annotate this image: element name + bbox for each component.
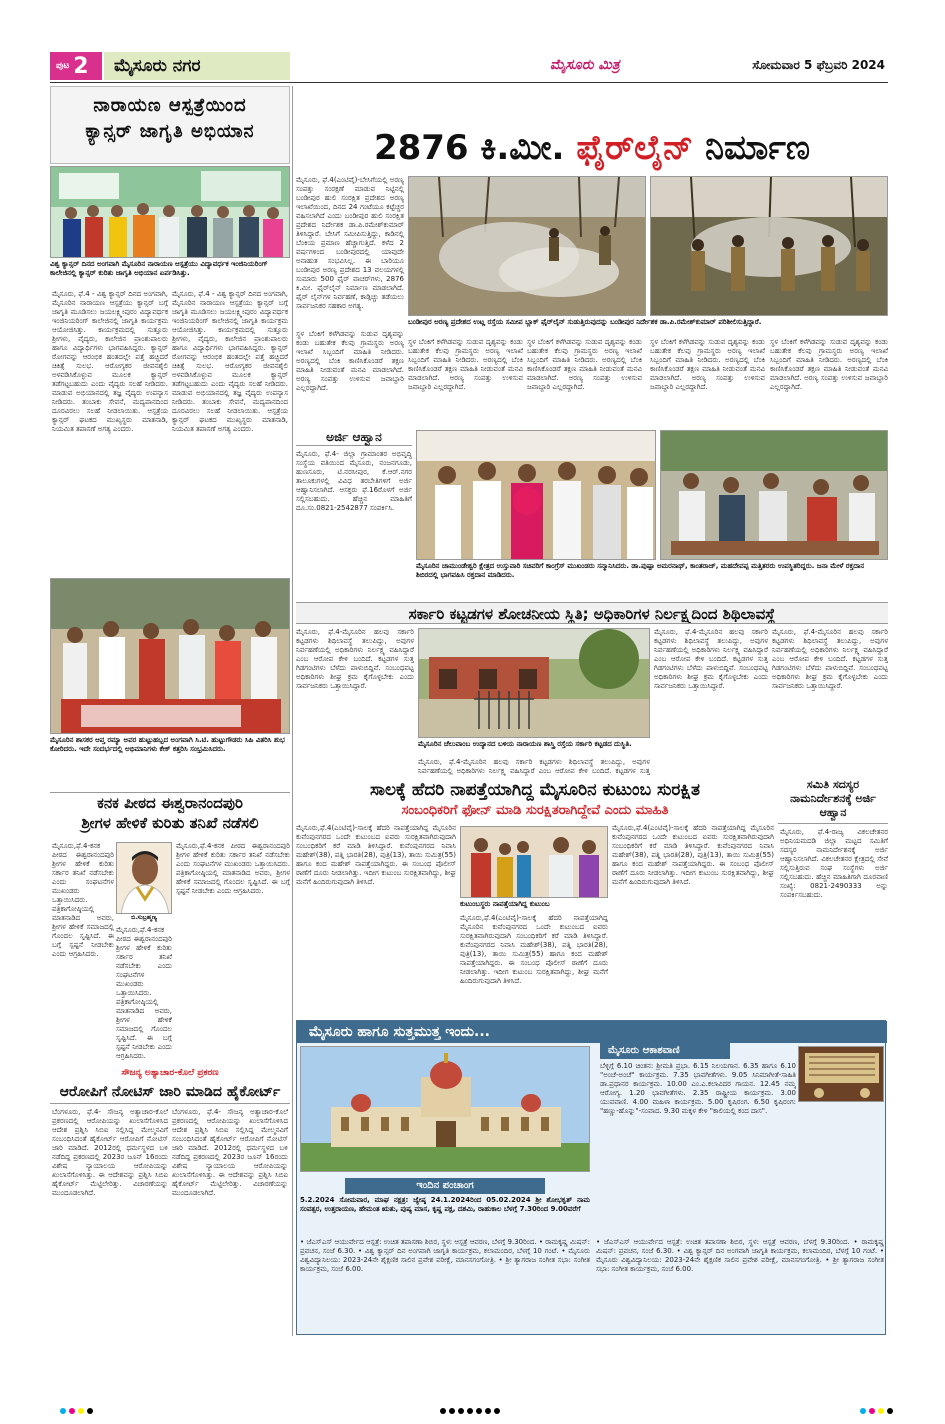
print-registration-dots-left <box>60 1408 93 1414</box>
palace-photo <box>300 1046 590 1172</box>
arji-headline: ಅರ್ಜಿ ಆಹ್ವಾನ <box>296 430 412 446</box>
fire-photo-caption: ಬಂಡೀಪುರ ಅರಣ್ಯ ಪ್ರದೇಶದ ಉಟ್ಲ ರಸ್ತೆಯ ಸಮೀಪ ಬ್ಲಾಕ್ ಫೈರ್‌ಲೈನ್ ಸುಡುತ್ತಿರುವುದನ್ನು ಬಂಡೀಪುರ ನಿರ್ದೇಶಕ ಡಾ.ಪಿ.ರಮೇಶ್‌ಕುಮಾರ್ ಪರಿಶೀಲಿಸುತ್ತಿದ್ದಾರೆ. <box>408 318 762 326</box>
cancer-headline-1: ನಾರಾಯಣ ಆಸ್ಪತ್ರೆಯಿಂದ <box>93 95 247 116</box>
family-headline: ಸಾಲಕ್ಕೆ ಹೆದರಿ ನಾಪತ್ತೆಯಾಗಿದ್ದ ಮೈಸೂರಿನ ಕುಟುಂಬ ಸುರಕ್ಷಿತ <box>369 780 701 800</box>
court-headline: ಆರೋಪಿಗೆ ನೋಟಿಸ್ ಜಾರಿ ಮಾಡಿದ ಹೈಕೋರ್ಟ್ <box>50 1082 290 1104</box>
page-label: ಪುಟ <box>56 61 70 71</box>
govt-photo-caption: ಮೈಸೂರಿನ ಚೆಲುವಾಂಬ ಉದ್ಯಾನದ ಬಳಿಯ ನಾರಾಯಣ ಶಾಸ್ತ್ರಿ ರಸ್ತೆಯ ಸರ್ಕಾರಿ ಕಟ್ಟಡದ ದುಸ್ಥಿತಿ. <box>418 740 632 748</box>
cancer-body-col1: ಮೈಸೂರು, ಫೆ.4 - ವಿಶ್ವ ಕ್ಯಾನ್ಸರ್ ದಿನದ ಅಂಗವಾಗಿ, ಮೈಸೂರಿನ ನಾರಾಯಣ ಆಸ್ಪತ್ರೆಯು ಕ್ಯಾನ್ಸರ್ ಬಗ್ಗೆ ಜಾಗೃತಿ ಮೂಡಿಸಲು ಜಯಲಕ್ಷ್ಮೀಪುರಂ ವಿದ್ಯಾವರ್ಧಕ ಇಂಜಿನಿಯರಿಂಗ್ ಕಾಲೇಜಿನಲ್ಲಿ ಜಾಗೃತಿ ಕಾರ್ಯಕ್ರಮ ಆಯೋಜಿಸಿತ್ತು. ಕಾರ್ಯಕ್ರಮದಲ್ಲಿ ಸುತ್ತೂರು ಶ್ರೀಗಳು, ವೈದ್ಯರು, ಕಾಲೇಜಿನ ಪ್ರಾಂಶುಪಾಲರು ಹಾಗೂ ವಿದ್ಯಾರ್ಥಿಗಳು ಭಾಗವಹಿಸಿದ್ದರು. ಕ್ಯಾನ್ಸರ್ ರೋಗವನ್ನು ಆರಂಭಿಕ ಹಂತದಲ್ಲೇ ಪತ್ತೆ ಹಚ್ಚಿದರೆ ಚಿಕಿತ್ಸೆ ಸುಲಭ. ಆರೋಗ್ಯಕರ ಜೀವನಶೈಲಿ ಅಳವಡಿಸಿಕೊಳ್ಳುವ ಮೂಲಕ ಕ್ಯಾನ್ಸರ್ ತಡೆಗಟ್ಟಬಹುದು ಎಂದು ವೈದ್ಯರು ಸಲಹೆ ನೀಡಿದರು. ಮಾಡುವ ಅಭಿಯಾನದಲ್ಲಿ ತಜ್ಞ ವೈದ್ಯರು ಉಪನ್ಯಾಸ ನೀಡಿದರು. ತಂಬಾಕು ಸೇವನೆ, ಮದ್ಯಪಾನದಿಂದ ದೂರವಿರಲು ಸಲಹೆ ನೀಡಲಾಯಿತು. ಆಸ್ಪತ್ರೆಯ ಕ್ಯಾನ್ಸರ್ ಘಟಕದ ಮುಖ್ಯಸ್ಥರು ಮಾತನಾಡಿ, ನಿಯಮಿತ ತಪಾಸಣೆ ಅಗತ್ಯ ಎಂದರು. <box>52 290 168 433</box>
print-registration-dots-center <box>440 1408 500 1414</box>
page-number: 2 <box>73 53 89 79</box>
family-body-col2: ಮೈಸೂರು,ಫೆ.4(ಎಂಟಿವೈ)-ಸಾಲಕ್ಕೆ ಹೆದರಿ ನಾಪತ್ತೆಯಾಗಿದ್ದ ಮೈಸೂರಿನ ಕುವೆಂಪುನಗರದ ಒಂದೇ ಕುಟುಂಬದ ಐವರು ಸುರಕ್ಷಿತವಾಗಿರುವುದಾಗಿ ಸಂಬಂಧಿಕರಿಗೆ ಕರೆ ಮಾಡಿ ತಿಳಿಸಿದ್ದಾರೆ. ಕುವೆಂಪುನಗರದ ನಿವಾಸಿ ಮಹೇಶ್(38), ಪತ್ನಿ ಭಾರತಿ(28), ಪುತ್ರಿ(13), ತಾಯಿ ಸುಮಿತ್ರ(55) ಹಾಗೂ ಕಂದ ಮಹೇಶ್ ನಾಪತ್ತೆಯಾಗಿದ್ದರು. ಈ ಸಂಬಂಧ ಪೊಲೀಸ್ ಠಾಣೆಗೆ ದೂರು ನೀಡಲಾಗಿತ್ತು. ಇದೀಗ ಕುಟುಂಬ ಸುರಕ್ಷಿತವಾಗಿದ್ದು, ಶೀಘ್ರ ಮನೆಗೆ ಹಿಂದಿರುಗುವುದಾಗಿ ತಿಳಿಸಿದೆ. <box>460 914 608 985</box>
congress-photo-2 <box>660 430 888 560</box>
govt-body-col1: ಮೈಸೂರು, ಫೆ.4-ಮೈಸೂರಿನ ಹಲವು ಸರ್ಕಾರಿ ಕಟ್ಟಡಗಳು ಶಿಥಿಲಾವಸ್ಥೆ ತಲುಪಿದ್ದು, ಅವುಗಳ ನಿರ್ವಹಣೆಯಲ್ಲಿ ಅಧಿಕಾರಿಗಳು ನಿರ್ಲಕ್ಷ್ಯ ವಹಿಸಿದ್ದಾರೆ ಎಂಬ ಆರೋಪ ಕೇಳಿ ಬಂದಿದೆ. ಕಟ್ಟಡಗಳ ಸುತ್ತ ಗಿಡಗಂಟಿಗಳು ಬೆಳೆದು ಪಾಳುಬಿದ್ದಿವೆ. ಸಂಬಂಧಪಟ್ಟ ಅಧಿಕಾರಿಗಳು ಶೀಘ್ರ ಕ್ರಮ ಕೈಗೊಳ್ಳಬೇಕು ಎಂದು ಸಾರ್ವಜನಿಕರು ಒತ್ತಾಯಿಸಿದ್ದಾರೆ. <box>296 628 414 690</box>
congress-caption: ಮೈಸೂರಿನ ಚಾಮುಂಡೇಶ್ವರಿ ಕ್ಷೇತ್ರದ ಉಸ್ತುವಾರಿ ಸಚಿವರಿಗೆ ಕಾಂಗ್ರೆಸ್ ಮುಖಂಡರು ಸನ್ಮಾನಿಸಿದರು. ಡಾ.ಪುಷ್ಪಾ ಅಮರನಾಥ್, ಕಾಂತರಾಜ್, ಮಹದೇವಪ್ಪ ಮತ್ತಿತರರು ಉಪಸ್ಥಿತರಿದ್ದರು. ಜನಾ ಮೇಳೆ ರಕ್ತದಾನ ಶಿಬಿರದಲ್ಲಿ ಭಾಗವಹಿಸಿ ರಕ್ತದಾನ ಮಾಡಿದರು. <box>416 562 865 579</box>
lead-body-col2: ಸ್ಥಳ ಬೆಂಕಿಗೆ ಕಳೆಗಿಡವನ್ನು ಸುಡುವ ದೃಶ್ಯವನ್ನು ಕಂಡು ಬಹುತೇಕ ಕೆಲವು ಗ್ರಾಮಸ್ಥರು ಅರಣ್ಯ ಇಲಾಖೆ ಸಿಬ್ಬಂದಿಗೆ ಮಾಹಿತಿ ನೀಡಿದರು. ಅರಣ್ಯದಲ್ಲಿ ಬೆಂಕಿ ಕಾಣಿಸಿಕೊಂಡರೆ ತಕ್ಷಣ ಮಾಹಿತಿ ನೀಡುವಂತೆ ಮನವಿ ಮಾಡಲಾಗಿದೆ. ಅರಣ್ಯ ಸಂಪತ್ತು ಉಳಿಸುವ ಜವಾಬ್ದಾರಿ ಎಲ್ಲರದ್ದಾಗಿದೆ. <box>408 338 523 391</box>
family-photo-caption: ಕುಟುಂಬಸ್ಥರು ನಾಪತ್ತೆಯಾಗಿದ್ದ ಕುಟುಂಬ <box>460 900 550 908</box>
lead-headline-num: 2876 ಕಿ.ಮೀ. <box>373 128 565 168</box>
congress-photo-1 <box>416 430 656 560</box>
court-kicker: ಸೌಜನ್ಯ ಅತ್ಯಾಚಾರ-ಕೊಲೆ ಪ್ರಕರಣ <box>121 1068 219 1078</box>
lead-body-col4: ಸ್ಥಳ ಬೆಂಕಿಗೆ ಕಳೆಗಿಡವನ್ನು ಸುಡುವ ದೃಶ್ಯವನ್ನು ಕಂಡು ಬಹುತೇಕ ಕೆಲವು ಗ್ರಾಮಸ್ಥರು ಅರಣ್ಯ ಇಲಾಖೆ ಸಿಬ್ಬಂದಿಗೆ ಮಾಹಿತಿ ನೀಡಿದರು. ಅರಣ್ಯದಲ್ಲಿ ಬೆಂಕಿ ಕಾಣಿಸಿಕೊಂಡರೆ ತಕ್ಷಣ ಮಾಹಿತಿ ನೀಡುವಂತೆ ಮನವಿ ಮಾಡಲಾಗಿದೆ. ಅರಣ್ಯ ಸಂಪತ್ತು ಉಳಿಸುವ ಜವಾಬ್ದಾರಿ ಎಲ್ಲರದ್ದಾಗಿದೆ. <box>650 338 765 391</box>
govt-headline: ಸರ್ಕಾರಿ ಕಟ್ಟಡಗಳ ಶೋಚನೀಯ ಸ್ಥಿತಿ; ಅಧಿಕಾರಿಗಳ ನಿರ್ಲಕ್ಷ್ಯದಿಂದ ಶಿಥಿಲಾವಸ್ಥೆ <box>296 602 888 624</box>
govt-body-col4: ಮೈಸೂರು, ಫೆ.4-ಮೈಸೂರಿನ ಹಲವು ಸರ್ಕಾರಿ ಕಟ್ಟಡಗಳು ಶಿಥಿಲಾವಸ್ಥೆ ತಲುಪಿದ್ದು, ಅವುಗಳ ನಿರ್ವಹಣೆಯಲ್ಲಿ ಅಧಿಕಾರಿಗಳು ನಿರ್ಲಕ್ಷ್ಯ ವಹಿಸಿದ್ದಾರೆ ಎಂಬ ಆರೋಪ ಕೇಳಿ ಬಂದಿದೆ. ಕಟ್ಟಡಗಳ ಸುತ್ತ ಗಿಡಗಂಟಿಗಳು ಬೆಳೆದು ಪಾಳುಬಿದ್ದಿವೆ. ಸಂಬಂಧಪಟ್ಟ ಅಧಿಕಾರಿಗಳು ಶೀಘ್ರ ಕ್ರಮ ಕೈಗೊಳ್ಳಬೇಕು ಎಂದು ಸಾರ್ವಜನಿಕರು ಒತ್ತಾಯಿಸಿದ್ದಾರೆ. <box>772 628 888 690</box>
cancer-caption: ವಿಶ್ವ ಕ್ಯಾನ್ಸರ್ ದಿನದ ಅಂಗವಾಗಿ ಮೈಸೂರಿನ ನಾರಾಯಣ ಆಸ್ಪತ್ರೆಯು ವಿದ್ಯಾವರ್ಧಕ ಇಂಜಿನಿಯರಿಂಗ್ ಕಾಲೇಜಿನಲ್ಲಿ ಕ್ಯಾನ್ಸರ್ ಕುರಿತು ಜಾಗೃತಿ ಅಭಿಯಾನ ಏರ್ಪಡಿಸಿತ್ತು. <box>50 260 268 277</box>
kanaka-headline-2: ಶ್ರೀಗಳ ಹೇಳಿಕೆ ಕುರಿತು ತನಿಖೆ ನಡೆಸಲಿ <box>81 814 259 832</box>
radio-body: ಬೆಳ್ಳಿಗ್ಗೆ 6.10 ಚಿಂತನ: ಶ್ರೀಮತಿ ಪ್ರಭಾ. 6.15 ನಿಲಯಗಾನ. 6.35 ಹಾಗೂ 6.10 "ಅಂಚೆ-ಅಂಚೆ" ಕಾರ್ಯಕ್ರಮ. 7.35 ಭಾವಗೀತೆಗಳು. 9.05 ಸಿನಿಮಾಗೀತೆ-ಸಾಹಿತಿ ಡಾ.ಪ್ರಧಾನರ ಕಾರ್ಯಕ್ರಮ. 10.00 ಎಂ.ಎ.ಕಲಾವಿದರ ಗಾಯನ. 12.45 ನಮ್ಮ ಆರೋಗ್ಯ. 1.20 ಭಾವಗೀತೆಗಳು. 2.35 ರಾಷ್ಟ್ರೀಯ ಕಾರ್ಯಕ್ರಮ. 3.00 ಯುವವಾಣಿ. 4.00 ಮಹಿಳಾ ಕಾರ್ಯಕ್ರಮ. 5.00 ಕೃಷಿರಂಗ. 6.50 ಕೃಷಿರಂಗ: "ಹಣ್ಣು-ಹೊನ್ನು"-ಸಂವಾದ. 9.30 ಮಕ್ಕಳ ಕೇಳಿ "ಕಾಲಿಯಲ್ಲಿ ಕಂದ ದಾಸ". <box>600 1062 796 1115</box>
family-photo <box>460 826 608 898</box>
panchanga-body: 5.2.2024 ಸೋಮವಾರ, ಮಾಘ ನಕ್ಷತ್ರ: ಜ್ಯೇಷ್ಠ 24.1.2024ರಿಂದ 05.02.2024 ಶ್ರೀ ಶೋಭಕೃತ್ ನಾಮ ಸಂವತ್ಸರ, ಉತ್ತರಾಯಣ, ಹೇಮಂತ ಋತು, ಪುಷ್ಯ ಮಾಸ, ಕೃಷ್ಣ ಪಕ್ಷ, ದಶಮಿ, ರಾಹುಕಾಲ ಬೆಳಗ್ಗೆ 7.30ರಿಂದ 9.00ವರೆಗೆ <box>300 1196 590 1213</box>
court-body-col1: ಬೆಂಗಳೂರು, ಫೆ.4- ಸೌಜನ್ಯ ಅತ್ಯಾಚಾರ-ಕೊಲೆ ಪ್ರಕರಣದಲ್ಲಿ ಆರೋಪಿಯನ್ನು ಖುಲಾಸೆಗೊಳಿಸಿದ ಆದೇಶ ಪ್ರಶ್ನಿಸಿ ಸಿಬಿಐ ಸಲ್ಲಿಸಿದ್ದ ಮೇಲ್ಮನವಿಗೆ ಸಂಬಂಧಿಸಿದಂತೆ ಹೈಕೋರ್ಟ್ ಆರೋಪಿಗೆ ನೋಟಿಸ್ ಜಾರಿ ಮಾಡಿದೆ. 2012ರಲ್ಲಿ ಧರ್ಮಸ್ಥಳದ ಬಳಿ ನಡೆದಿದ್ದ ಪ್ರಕರಣದಲ್ಲಿ 2023ರ ಜೂನ್ 16ರಂದು ವಿಶೇಷ ನ್ಯಾಯಾಲಯ ಆರೋಪಿಯನ್ನು ಖುಲಾಸೆಗೊಳಿಸಿತ್ತು. ಈ ಆದೇಶವನ್ನು ಪ್ರಶ್ನಿಸಿ ಸಿಬಿಐ ಹೈಕೋರ್ಟ್ ಮೆಟ್ಟಿಲೇರಿತ್ತು. ವಿಚಾರಣೆಯನ್ನು ಮುಂದೂಡಲಾಗಿದೆ. <box>52 1108 168 1197</box>
kanaka-body-col1: ಮೈಸೂರು,ಫೆ.4-ಕನಕ ಪೀಠದ ಈಶ್ವರಾನಂದಪುರಿ ಶ್ರೀಗಳ ಹೇಳಿಕೆ ಕುರಿತು ಸರ್ಕಾರ ತನಿಖೆ ನಡೆಸಬೇಕು ಎಂದು ಸಂಘಟನೆಗಳ ಮುಖಂಡರು ಒತ್ತಾಯಿಸಿದರು. ಪತ್ರಿಕಾಗೋಷ್ಠಿಯಲ್ಲಿ ಮಾತನಾಡಿದ ಅವರು, ಶ್ರೀಗಳ ಹೇಳಿಕೆ ಸಮಾಜದಲ್ಲಿ ಗೊಂದಲ ಸೃಷ್ಟಿಸಿದೆ. ಈ ಬಗ್ಗೆ ಸ್ಪಷ್ಟನೆ ನೀಡಬೇಕು ಎಂದು ಆಗ್ರಹಿಸಿದರು. <box>52 842 114 958</box>
fire-photo-2 <box>650 176 888 316</box>
cancer-photo-art <box>51 167 290 258</box>
birthday-caption: ಮೈಸೂರಿನ ಶಾಸಕರ ಆಪ್ತ ರಮ್ಯಾ ಅವರ ಹುಟ್ಟುಹಬ್ಬದ ಅಂಗವಾಗಿ ಸಿ.ಟಿ. ಹುಟ್ಟುಗೌಡರು ಸಿಹಿ ವಿತರಿಸಿ ಶುಭ ಕೋರಿದರು. ಇದೇ ಸಂದರ್ಭದಲ್ಲಿ ಅಭಿಮಾನಿಗಳು ಕೇಕ್ ಕತ್ತರಿಸಿ ಸಂಭ್ರಮಿಸಿದರು. <box>50 736 285 753</box>
lead-body-col1b: ಸ್ಥಳ ಬೆಂಕಿಗೆ ಕಳೆಗಿಡವನ್ನು ಸುಡುವ ದೃಶ್ಯವನ್ನು ಕಂಡು ಬಹುತೇಕ ಕೆಲವು ಗ್ರಾಮಸ್ಥರು ಅರಣ್ಯ ಇಲಾಖೆ ಸಿಬ್ಬಂದಿಗೆ ಮಾಹಿತಿ ನೀಡಿದರು. ಅರಣ್ಯದಲ್ಲಿ ಬೆಂಕಿ ಕಾಣಿಸಿಕೊಂಡರೆ ತಕ್ಷಣ ಮಾಹಿತಿ ನೀಡುವಂತೆ ಮನವಿ ಮಾಡಲಾಗಿದೆ. ಅರಣ್ಯ ಸಂಪತ್ತು ಉಳಿಸುವ ಜವಾಬ್ದಾರಿ ಎಲ್ಲರದ್ದಾಗಿದೆ. <box>296 330 404 392</box>
print-registration-dots-right <box>860 1408 893 1414</box>
family-body-col1: ಮೈಸೂರು,ಫೆ.4(ಎಂಟಿವೈ)-ಸಾಲಕ್ಕೆ ಹೆದರಿ ನಾಪತ್ತೆಯಾಗಿದ್ದ ಮೈಸೂರಿನ ಕುವೆಂಪುನಗರದ ಒಂದೇ ಕುಟುಂಬದ ಐವರು ಸುರಕ್ಷಿತವಾಗಿರುವುದಾಗಿ ಸಂಬಂಧಿಕರಿಗೆ ಕರೆ ಮಾಡಿ ತಿಳಿಸಿದ್ದಾರೆ. ಕುವೆಂಪುನಗರದ ನಿವಾಸಿ ಮಹೇಶ್(38), ಪತ್ನಿ ಭಾರತಿ(28), ಪುತ್ರಿ(13), ತಾಯಿ ಸುಮಿತ್ರ(55) ಹಾಗೂ ಕಂದ ಮಹೇಶ್ ನಾಪತ್ತೆಯಾಗಿದ್ದರು. ಈ ಸಂಬಂಧ ಪೊಲೀಸ್ ಠಾಣೆಗೆ ದೂರು ನೀಡಲಾಗಿತ್ತು. ಇದೀಗ ಕುಟುಂಬ ಸುರಕ್ಷಿತವಾಗಿದ್ದು, ಶೀಘ್ರ ಮನೆಗೆ ಹಿಂದಿರುಗುವುದಾಗಿ ತಿಳಿಸಿದೆ. <box>296 824 456 886</box>
kanaka-portrait <box>116 842 172 914</box>
lead-headline-red: ಫೈರ್‌ಲೈನ್ <box>576 128 694 168</box>
paper-name: ಮೈಸೂರು ಮಿತ್ರ <box>550 57 620 73</box>
cancer-body-col2: ಮೈಸೂರು, ಫೆ.4 - ವಿಶ್ವ ಕ್ಯಾನ್ಸರ್ ದಿನದ ಅಂಗವಾಗಿ, ಮೈಸೂರಿನ ನಾರಾಯಣ ಆಸ್ಪತ್ರೆಯು ಕ್ಯಾನ್ಸರ್ ಬಗ್ಗೆ ಜಾಗೃತಿ ಮೂಡಿಸಲು ಜಯಲಕ್ಷ್ಮೀಪುರಂ ವಿದ್ಯಾವರ್ಧಕ ಇಂಜಿನಿಯರಿಂಗ್ ಕಾಲೇಜಿನಲ್ಲಿ ಜಾಗೃತಿ ಕಾರ್ಯಕ್ರಮ ಆಯೋಜಿಸಿತ್ತು. ಕಾರ್ಯಕ್ರಮದಲ್ಲಿ ಸುತ್ತೂರು ಶ್ರೀಗಳು, ವೈದ್ಯರು, ಕಾಲೇಜಿನ ಪ್ರಾಂಶುಪಾಲರು ಹಾಗೂ ವಿದ್ಯಾರ್ಥಿಗಳು ಭಾಗವಹಿಸಿದ್ದರು. ಕ್ಯಾನ್ಸರ್ ರೋಗವನ್ನು ಆರಂಭಿಕ ಹಂತದಲ್ಲೇ ಪತ್ತೆ ಹಚ್ಚಿದರೆ ಚಿಕಿತ್ಸೆ ಸುಲಭ. ಆರೋಗ್ಯಕರ ಜೀವನಶೈಲಿ ಅಳವಡಿಸಿಕೊಳ್ಳುವ ಮೂಲಕ ಕ್ಯಾನ್ಸರ್ ತಡೆಗಟ್ಟಬಹುದು ಎಂದು ವೈದ್ಯರು ಸಲಹೆ ನೀಡಿದರು. ಮಾಡುವ ಅಭಿಯಾನದಲ್ಲಿ ತಜ್ಞ ವೈದ್ಯರು ಉಪನ್ಯಾಸ ನೀಡಿದರು. ತಂಬಾಕು ಸೇವನೆ, ಮದ್ಯಪಾನದಿಂದ ದೂರವಿರಲು ಸಲಹೆ ನೀಡಲಾಯಿತು. ಆಸ್ಪತ್ರೆಯ ಕ್ಯಾನ್ಸರ್ ಘಟಕದ ಮುಖ್ಯಸ್ಥರು ಮಾತನಾಡಿ, ನಿಯಮಿತ ತಪಾಸಣೆ ಅಗತ್ಯ ಎಂದರು. <box>172 290 288 433</box>
family-subhead: ಸಂಬಂಧಿಕರಿಗೆ ಫೋನ್ ಮಾಡಿ ಸುರಕ್ಷಿತರಾಗಿದ್ದೇವೆ ಎಂದು ಮಾಹಿತಿ <box>401 803 669 818</box>
govt-body-col3: ಮೈಸೂರು, ಫೆ.4-ಮೈಸೂರಿನ ಹಲವು ಸರ್ಕಾರಿ ಕಟ್ಟಡಗಳು ಶಿಥಿಲಾವಸ್ಥೆ ತಲುಪಿದ್ದು, ಅವುಗಳ ನಿರ್ವಹಣೆಯಲ್ಲಿ ಅಧಿಕಾರಿಗಳು ನಿರ್ಲಕ್ಷ್ಯ ವಹಿಸಿದ್ದಾರೆ ಎಂಬ ಆರೋಪ ಕೇಳಿ ಬಂದಿದೆ. ಕಟ್ಟಡಗಳ ಸುತ್ತ ಗಿಡಗಂಟಿಗಳು ಬೆಳೆದು ಪಾಳುಬಿದ್ದಿವೆ. ಸಂಬಂಧಪಟ್ಟ ಅಧಿಕಾರಿಗಳು ಶೀಘ್ರ ಕ್ರಮ ಕೈಗೊಳ್ಳಬೇಕು ಎಂದು ಸಾರ್ವಜನಿಕರು ಒತ್ತಾಯಿಸಿದ್ದಾರೆ. <box>654 628 768 690</box>
govt-body-col2: ಮೈಸೂರು, ಫೆ.4-ಮೈಸೂರಿನ ಹಲವು ಸರ್ಕಾರಿ ಕಟ್ಟಡಗಳು ಶಿಥಿಲಾವಸ್ಥೆ ತಲುಪಿದ್ದು, ಅವುಗಳ ನಿರ್ವಹಣೆಯಲ್ಲಿ ಅಧಿಕಾರಿಗಳು ನಿರ್ಲಕ್ಷ್ಯ ವಹಿಸಿದ್ದಾರೆ ಎಂಬ ಆರೋಪ ಕೇಳಿ ಬಂದಿದೆ. ಕಟ್ಟಡಗಳ ಸುತ್ತ <box>418 758 650 775</box>
family-photo-art <box>461 827 608 898</box>
person-portrait-icon <box>117 843 172 914</box>
court-body-col2: ಬೆಂಗಳೂರು, ಫೆ.4- ಸೌಜನ್ಯ ಅತ್ಯಾಚಾರ-ಕೊಲೆ ಪ್ರಕರಣದಲ್ಲಿ ಆರೋಪಿಯನ್ನು ಖುಲಾಸೆಗೊಳಿಸಿದ ಆದೇಶ ಪ್ರಶ್ನಿಸಿ ಸಿಬಿಐ ಸಲ್ಲಿಸಿದ್ದ ಮೇಲ್ಮನವಿಗೆ ಸಂಬಂಧಿಸಿದಂತೆ ಹೈಕೋರ್ಟ್ ಆರೋಪಿಗೆ ನೋಟಿಸ್ ಜಾರಿ ಮಾಡಿದೆ. 2012ರಲ್ಲಿ ಧರ್ಮಸ್ಥಳದ ಬಳಿ ನಡೆದಿದ್ದ ಪ್ರಕರಣದಲ್ಲಿ 2023ರ ಜೂನ್ 16ರಂದು ವಿಶೇಷ ನ್ಯಾಯಾಲಯ ಆರೋಪಿಯನ್ನು ಖುಲಾಸೆಗೊಳಿಸಿತ್ತು. ಈ ಆದೇಶವನ್ನು ಪ್ರಶ್ನಿಸಿ ಸಿಬಿಐ ಹೈಕೋರ್ಟ್ ಮೆಟ್ಟಿಲೇರಿತ್ತು. ವಿಚಾರಣೆಯನ್ನು ಮುಂದೂಡಲಾಗಿದೆ. <box>172 1108 288 1197</box>
lead-body-col3: ಸ್ಥಳ ಬೆಂಕಿಗೆ ಕಳೆಗಿಡವನ್ನು ಸುಡುವ ದೃಶ್ಯವನ್ನು ಕಂಡು ಬಹುತೇಕ ಕೆಲವು ಗ್ರಾಮಸ್ಥರು ಅರಣ್ಯ ಇಲಾಖೆ ಸಿಬ್ಬಂದಿಗೆ ಮಾಹಿತಿ ನೀಡಿದರು. ಅರಣ್ಯದಲ್ಲಿ ಬೆಂಕಿ ಕಾಣಿಸಿಕೊಂಡರೆ ತಕ್ಷಣ ಮಾಹಿತಿ ನೀಡುವಂತೆ ಮನವಿ ಮಾಡಲಾಗಿದೆ. ಅರಣ್ಯ ಸಂಪತ್ತು ಉಳಿಸುವ ಜವಾಬ್ದಾರಿ ಎಲ್ಲರದ್ದಾಗಿದೆ. <box>527 338 642 391</box>
arji-body: ಮೈಸೂರು, ಫೆ.4- ಜಿಲ್ಲಾ ಗ್ರಾಮಾಂತರ ಅಭಿವೃದ್ಧಿ ಸಂಸ್ಥೆಯ ವತಿಯಿಂದ ಮೈಸೂರು, ನಂಜನಗೂಡು, ಹುಣಸೂರು, ಟಿ.ನರಸೀಪುರ, ಕೆ.ಆರ್.ನಗರ ತಾಲೂಕುಗಳಲ್ಲಿ ವಿವಿಧ ತರಬೇತಿಗಳಿಗೆ ಅರ್ಜಿ ಆಹ್ವಾನಿಸಲಾಗಿದೆ. ಆಸಕ್ತರು ಫೆ.16ರೊಳಗೆ ಅರ್ಜಿ ಸಲ್ಲಿಸಬಹುದು. ಹೆಚ್ಚಿನ ಮಾಹಿತಿಗೆ ದೂ.ಸಂ.0821-2542877 ಸಂಪರ್ಕಿಸಿ. <box>296 450 412 512</box>
masthead-bar <box>290 50 945 80</box>
radio-icon <box>799 1047 884 1102</box>
kanaka-body-col2: ಮೈಸೂರು,ಫೆ.4-ಕನಕ ಪೀಠದ ಈಶ್ವರಾನಂದಪುರಿ ಶ್ರೀಗಳ ಹೇಳಿಕೆ ಕುರಿತು ಸರ್ಕಾರ ತನಿಖೆ ನಡೆಸಬೇಕು ಎಂದು ಸಂಘಟನೆಗಳ ಮುಖಂಡರು ಒತ್ತಾಯಿಸಿದರು. ಪತ್ರಿಕಾಗೋಷ್ಠಿಯಲ್ಲಿ ಮಾತನಾಡಿದ ಅವರು, ಶ್ರೀಗಳ ಹೇಳಿಕೆ ಸಮಾಜದಲ್ಲಿ ಗೊಂದಲ ಸೃಷ್ಟಿಸಿದೆ. ಈ ಬಗ್ಗೆ ಸ್ಪಷ್ಟನೆ ನೀಡಬೇಕು ಎಂದು ಆಗ್ರಹಿಸಿದರು. <box>116 926 172 1060</box>
panchanga-title: ಇಂದಿನ ಪಂಚಾಂಗ <box>345 1178 545 1194</box>
samiti-headline: ಸಮಿತಿ ಸದಸ್ಯರ ನಾಮನಿರ್ದೇಶನಕ್ಕೆ ಅರ್ಜಿ ಆಹ್ವಾನ <box>778 778 888 824</box>
congress-photo-2-art <box>661 431 888 560</box>
family-body-col3: ಮೈಸೂರು,ಫೆ.4(ಎಂಟಿವೈ)-ಸಾಲಕ್ಕೆ ಹೆದರಿ ನಾಪತ್ತೆಯಾಗಿದ್ದ ಮೈಸೂರಿನ ಕುವೆಂಪುನಗರದ ಒಂದೇ ಕುಟುಂಬದ ಐವರು ಸುರಕ್ಷಿತವಾಗಿರುವುದಾಗಿ ಸಂಬಂಧಿಕರಿಗೆ ಕರೆ ಮಾಡಿ ತಿಳಿಸಿದ್ದಾರೆ. ಕುವೆಂಪುನಗರದ ನಿವಾಸಿ ಮಹೇಶ್(38), ಪತ್ನಿ ಭಾರತಿ(28), ಪುತ್ರಿ(13), ತಾಯಿ ಸುಮಿತ್ರ(55) ಹಾಗೂ ಕಂದ ಮಹೇಶ್ ನಾಪತ್ತೆಯಾಗಿದ್ದರು. ಈ ಸಂಬಂಧ ಪೊಲೀಸ್ ಠಾಣೆಗೆ ದೂರು ನೀಡಲಾಗಿತ್ತು. ಇದೀಗ ಕುಟುಂಬ ಸುರಕ್ಷಿತವಾಗಿದ್ದು, ಶೀಘ್ರ ಮನೆಗೆ ಹಿಂದಿರುಗುವುದಾಗಿ ತಿಳಿಸಿದೆ. <box>612 824 774 886</box>
lead-headline-2 <box>296 126 888 172</box>
events-title: ಮೈಸೂರು ಹಾಗೂ ಸುತ್ತಮುತ್ತ ಇಂದು... <box>297 1021 887 1043</box>
section-title: ಮೈಸೂರು ನಗರ <box>104 52 290 80</box>
fire-photo-2-art <box>651 177 888 316</box>
lead-body-col1: ಮೈಸೂರು, ಫೆ.4(ಎಂಟಿವೈ)-ಬೇಸಿಗೆಯಲ್ಲಿ ಅರಣ್ಯ ಸಂಪತ್ತು ಸಂರಕ್ಷಣೆ ಮಾಡುವ ನಿಟ್ಟಿನಲ್ಲಿ ಬಂಡೀಪುರ ಹುಲಿ ಸಂರಕ್ಷಿತ ಪ್ರದೇಶದ ಅರಣ್ಯ ಇಲಾಖೆಯಿಂದ, ದಿನದ 24 ಗಂಟೆಯೂ ಕಟ್ಟೆಚ್ಚರ ವಹಿಸಲಾಗಿದೆ ಎಂದು ಬಂಡೀಪುರ ಹುಲಿ ಸಂರಕ್ಷಿತ ಪ್ರದೇಶದ ನಿರ್ದೇಶಕ ಡಾ.ಪಿ.ರಮೇಶ್‌ಕುಮಾರ್ ತಿಳಿಸಿದ್ದಾರೆ. ಬೇಸಿಗೆ ಸಮೀಪಿಸುತ್ತಿದ್ದು, ಕಾಡಿನಲ್ಲಿ ಬೆಂಕಿಯ ಪ್ರಮಾಣ ಹೆಚ್ಚಾಗುತ್ತಿದೆ. ಕಳೆದ 2 ವರ್ಷಗಳಿಂದ ಬಂಡೀಪುರದಲ್ಲಿ ಯಾವುದೇ ಅನಾಹುತ ಸಂಭವಿಸಿಲ್ಲ. ಈ ಬಾರಿಯೂ ಬಂಡೀಪುರ ಅರಣ್ಯ ಪ್ರದೇಶದ 13 ವಲಯಗಳಲ್ಲಿ ಸುಮಾರು 500 ಫೈರ್ ವಾಚರ್‌ಗಳು, 2876 ಕಿ.ಮೀ. ಫೈರ್‌ಲೈನ್ ನಿರ್ಮಾಣ ಮಾಡಲಾಗಿದೆ. ಫೈರ್ ಲೈನ್‌ಗಳ ನಿರ್ವಹಣೆ, ಕಾಡ್ಗಿಚ್ಚು ತಡೆಯಲು ಸಾರ್ವಜನಿಕರ ಸಹಕಾರ ಅಗತ್ಯ. <box>296 176 404 310</box>
radio-photo <box>798 1046 884 1102</box>
kanaka-portrait-name: ಬಿ.ಸುಬ್ರಹ್ಮಣ್ಯ <box>131 914 157 921</box>
events-listings-col1: • ಜೆಎಸ್‌ಎಸ್ ಆಯುರ್ವೇದ ಆಸ್ಪತ್ರೆ: ಉಚಿತ ತಪಾಸಣಾ ಶಿಬಿರ, ಸ್ಥಳ: ಆಸ್ಪತ್ರೆ ಆವರಣ, ಬೆಳಗ್ಗೆ 9.30ರಿಂದ. • ರಾಮಕೃಷ್ಣ ಮಿಷನ್: ಪ್ರವಚನ, ಸಂಜೆ 6.30. • ವಿಶ್ವ ಕ್ಯಾನ್ಸರ್ ದಿನ ಅಂಗವಾಗಿ ಜಾಗೃತಿ ಕಾರ್ಯಕ್ರಮ, ಕಲಾಮಂದಿರ, ಬೆಳಗ್ಗೆ 10 ಗಂಟೆ. • ಮೈಸೂರು ವಿಶ್ವವಿದ್ಯಾನಿಲಯ: 2023-24ನೇ ಶೈಕ್ಷಣಿಕ ಸಾಲಿನ ಪ್ರವೇಶ ಪರೀಕ್ಷೆ, ಮಾನಸಗಂಗೋತ್ರಿ. • ಶ್ರೀ ತ್ಯಾಗರಾಜ ಸಂಗೀತ ಸಭಾ: ಸಂಗೀತ ಕಾರ್ಯಕ್ರಮ, ಸಂಜೆ 6.00. <box>300 1238 590 1273</box>
lead-headline-end: ನಿರ್ಮಾಣ <box>705 128 811 168</box>
cancer-photo <box>50 166 290 258</box>
cancer-headline-2: ಕ್ಯಾನ್ಸರ್ ಜಾಗೃತಿ ಅಭಿಯಾನ <box>85 121 255 142</box>
page-number-box <box>50 52 102 80</box>
fire-photo-1-art <box>409 177 646 316</box>
birthday-photo <box>50 578 290 734</box>
cancer-headline-box <box>50 86 290 164</box>
issue-date: ಸೋಮವಾರ 5 ಫೆಬ್ರವರಿ 2024 <box>752 57 885 72</box>
samiti-body: ಮೈಸೂರು, ಫೆ.4-ರಾಜ್ಯ ವಿಕಲಚೇತನರ ಅಧಿನಿಯಮದಡಿ ಜಿಲ್ಲಾ ಮಟ್ಟದ ಸಮಿತಿಗೆ ಸದಸ್ಯರ ನಾಮನಿರ್ದೇಶನಕ್ಕೆ ಅರ್ಜಿ ಆಹ್ವಾನಿಸಲಾಗಿದೆ. ವಿಕಲಚೇತನರ ಕ್ಷೇತ್ರದಲ್ಲಿ ಸೇವೆ ಸಲ್ಲಿಸುತ್ತಿರುವ ಸಂಘ ಸಂಸ್ಥೆಗಳು ಅರ್ಜಿ ಸಲ್ಲಿಸಬಹುದು. ಹೆಚ್ಚಿನ ಮಾಹಿತಿಗಾಗಿ ದೂರವಾಣಿ ಸಂಖ್ಯೆ: 0821-2490333 ಅನ್ನು ಸಂಪರ್ಕಿಸಬಹುದು. <box>780 828 888 899</box>
masthead-rule <box>50 82 888 83</box>
kanaka-headline-box <box>50 792 290 838</box>
kanaka-headline-1: ಕನಕ ಪೀಠದ ಈಶ್ವರಾನಂದಪುರಿ <box>97 794 243 812</box>
birthday-photo-art <box>51 579 290 734</box>
palace-icon <box>301 1047 590 1172</box>
kanaka-body-col3: ಮೈಸೂರು,ಫೆ.4-ಕನಕ ಪೀಠದ ಈಶ್ವರಾನಂದಪುರಿ ಶ್ರೀಗಳ ಹೇಳಿಕೆ ಕುರಿತು ಸರ್ಕಾರ ತನಿಖೆ ನಡೆಸಬೇಕು ಎಂದು ಸಂಘಟನೆಗಳ ಮುಖಂಡರು ಒತ್ತಾಯಿಸಿದರು. ಪತ್ರಿಕಾಗೋಷ್ಠಿಯಲ್ಲಿ ಮಾತನಾಡಿದ ಅವರು, ಶ್ರೀಗಳ ಹೇಳಿಕೆ ಸಮಾಜದಲ್ಲಿ ಗೊಂದಲ ಸೃಷ್ಟಿಸಿದೆ. ಈ ಬಗ್ಗೆ ಸ್ಪಷ್ಟನೆ ನೀಡಬೇಕು ಎಂದು ಆಗ್ರಹಿಸಿದರು. <box>176 842 290 895</box>
fire-photo-1 <box>408 176 646 316</box>
congress-photo-1-art <box>417 431 656 560</box>
radio-title: ಮೈಸೂರು ಆಕಾಶವಾಣಿ <box>600 1043 730 1059</box>
events-listings-col2: • ಜೆಎಸ್‌ಎಸ್ ಆಯುರ್ವೇದ ಆಸ್ಪತ್ರೆ: ಉಚಿತ ತಪಾಸಣಾ ಶಿಬಿರ, ಸ್ಥಳ: ಆಸ್ಪತ್ರೆ ಆವರಣ, ಬೆಳಗ್ಗೆ 9.30ರಿಂದ. • ರಾಮಕೃಷ್ಣ ಮಿಷನ್: ಪ್ರವಚನ, ಸಂಜೆ 6.30. • ವಿಶ್ವ ಕ್ಯಾನ್ಸರ್ ದಿನ ಅಂಗವಾಗಿ ಜಾಗೃತಿ ಕಾರ್ಯಕ್ರಮ, ಕಲಾಮಂದಿರ, ಬೆಳಗ್ಗೆ 10 ಗಂಟೆ. • ಮೈಸೂರು ವಿಶ್ವವಿದ್ಯಾನಿಲಯ: 2023-24ನೇ ಶೈಕ್ಷಣಿಕ ಸಾಲಿನ ಪ್ರವೇಶ ಪರೀಕ್ಷೆ, ಮಾನಸಗಂಗೋತ್ರಿ. • ಶ್ರೀ ತ್ಯಾಗರಾಜ ಸಂಗೀತ ಸಭಾ: ಸಂಗೀತ ಕಾರ್ಯಕ್ರಮ, ಸಂಜೆ 6.00. <box>596 1238 884 1273</box>
lead-body-col5: ಸ್ಥಳ ಬೆಂಕಿಗೆ ಕಳೆಗಿಡವನ್ನು ಸುಡುವ ದೃಶ್ಯವನ್ನು ಕಂಡು ಬಹುತೇಕ ಕೆಲವು ಗ್ರಾಮಸ್ಥರು ಅರಣ್ಯ ಇಲಾಖೆ ಸಿಬ್ಬಂದಿಗೆ ಮಾಹಿತಿ ನೀಡಿದರು. ಅರಣ್ಯದಲ್ಲಿ ಬೆಂಕಿ ಕಾಣಿಸಿಕೊಂಡರೆ ತಕ್ಷಣ ಮಾಹಿತಿ ನೀಡುವಂತೆ ಮನವಿ ಮಾಡಲಾಗಿದೆ. ಅರಣ್ಯ ಸಂಪತ್ತು ಉಳಿಸುವ ಜವಾಬ್ದಾರಿ ಎಲ್ಲರದ್ದಾಗಿದೆ. <box>770 338 888 391</box>
column-rule <box>292 86 293 1336</box>
govt-photo-art <box>419 629 650 738</box>
govt-photo <box>418 628 650 738</box>
